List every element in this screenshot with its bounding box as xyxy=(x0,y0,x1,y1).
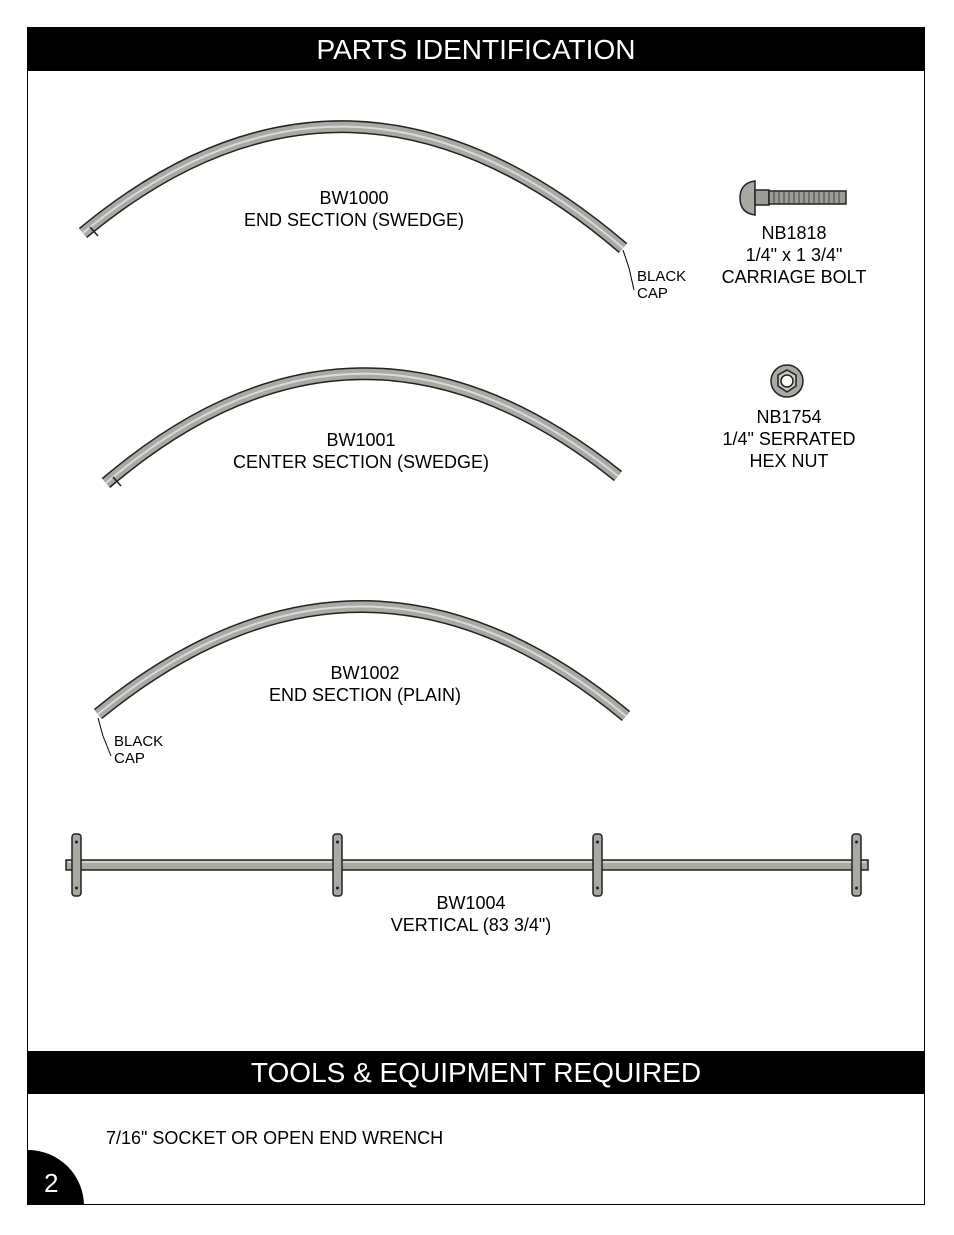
nb1818-code: NB1818 xyxy=(761,223,827,243)
page-number-badge xyxy=(28,1150,84,1205)
nb1818-label xyxy=(674,222,914,288)
page-number: 2 xyxy=(44,1168,59,1198)
bw1004-code: BW1004 xyxy=(436,893,506,913)
vertical-bracket-tab xyxy=(72,834,81,896)
bw1004-label xyxy=(321,892,621,936)
nb1754-name: HEX NUT xyxy=(749,451,829,471)
bw1000-code: BW1000 xyxy=(319,188,389,208)
parts-identification-title: PARTS IDENTIFICATION xyxy=(316,34,636,65)
nb1818-size: 1/4" x 1 3/4" xyxy=(745,245,843,265)
tools-equipment-title: TOOLS & EQUIPMENT REQUIRED xyxy=(250,1057,702,1088)
nb1818-name: CARRIAGE BOLT xyxy=(721,267,867,287)
bw1002-name: END SECTION (PLAIN) xyxy=(268,685,462,705)
black-cap-label-2 xyxy=(114,733,163,767)
black-cap-text: BLACK xyxy=(637,268,687,285)
vertical-bracket-tab xyxy=(593,834,602,896)
page-frame xyxy=(27,27,925,1205)
tool-item: 7/16" SOCKET OR OPEN END WRENCH xyxy=(106,1128,444,1148)
hex-nut-icon xyxy=(771,365,803,397)
bw1000-label xyxy=(204,187,504,231)
bw1000-name: END SECTION (SWEDGE) xyxy=(243,210,464,230)
bw1002-label xyxy=(215,662,515,706)
bw1001-code: BW1001 xyxy=(326,430,396,450)
vertical-bracket-tab xyxy=(333,834,342,896)
nb1754-code: NB1754 xyxy=(756,407,822,427)
cap-text: CAP xyxy=(637,285,668,302)
black-cap-text: BLACK xyxy=(114,733,164,750)
bw1001-name: CENTER SECTION (SWEDGE) xyxy=(232,452,489,472)
bw1001-label xyxy=(186,429,536,473)
carriage-bolt-icon xyxy=(740,181,846,215)
bw1004-vertical-pipe xyxy=(66,834,868,896)
nb1754-label xyxy=(669,406,909,472)
black-cap-callout-line xyxy=(98,718,111,756)
vertical-bracket-tab xyxy=(852,834,861,896)
tools-equipment-banner xyxy=(28,1051,924,1094)
bw1004-name: VERTICAL (83 3/4") xyxy=(390,915,552,935)
black-cap-callout-line xyxy=(623,250,634,290)
nb1754-size: 1/4" SERRATED xyxy=(722,429,856,449)
bw1002-code: BW1002 xyxy=(330,663,400,683)
cap-text: CAP xyxy=(114,750,145,767)
